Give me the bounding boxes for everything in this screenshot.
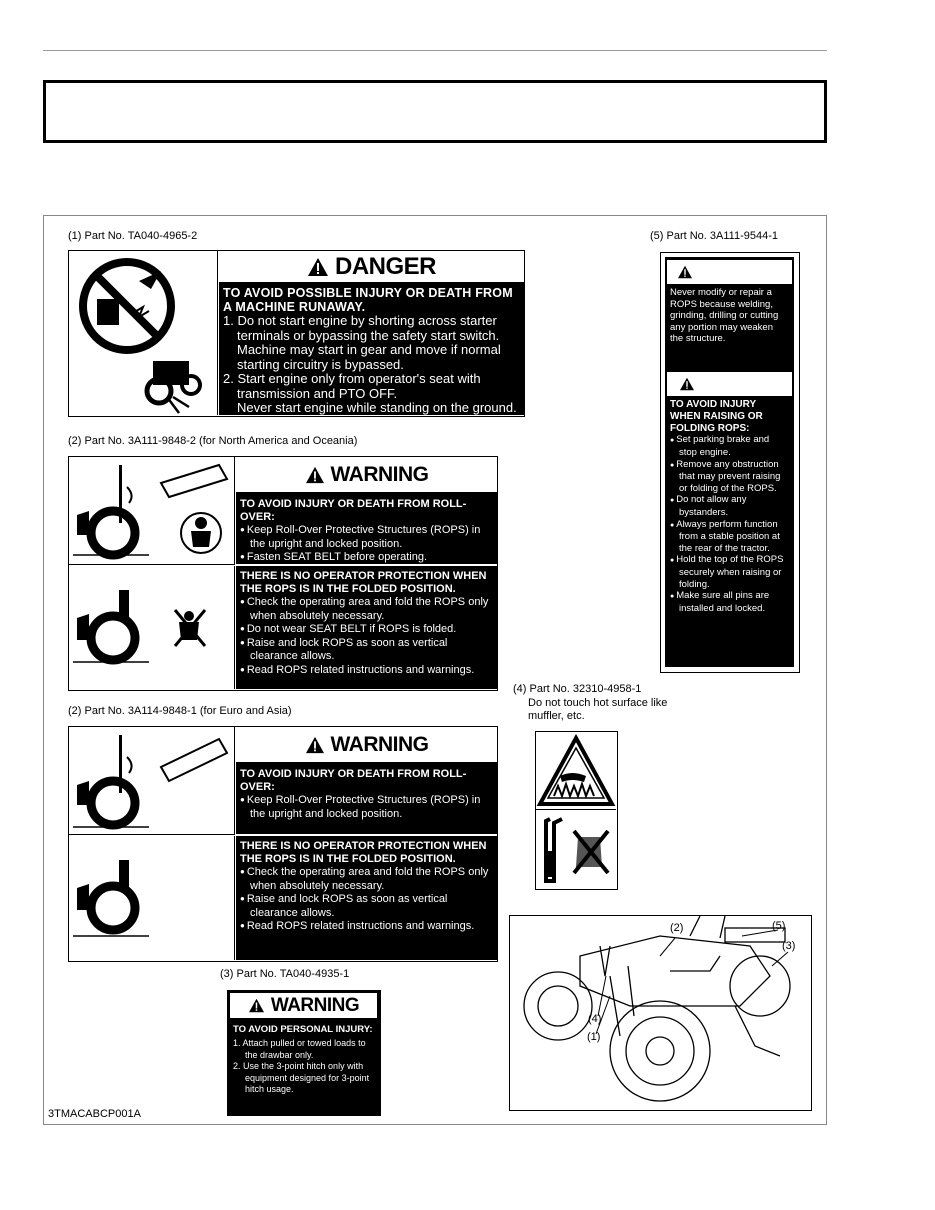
label2a-heading2: THERE IS NO OPERATOR PROTECTION WHEN THE ROPS IS IN THE FOLDED POSITION. (240, 570, 487, 595)
label1-item-2: 2. Start engine only from operator's seat with transmission and PTO OFF. (223, 371, 481, 401)
alert-triangle-icon (677, 265, 693, 279)
label1-heading: TO AVOID POSSIBLE INJURY OR DEATH FROM A MACHINE RUNAWAY. (223, 286, 513, 314)
label2b-bullet-1: ● Keep Roll-Over Protective Structures (ROPS) in the upright and locked position. (240, 794, 493, 821)
label5-bullet-1: ● Set parking brake and stop engine. (670, 434, 788, 458)
label1-note: Never start engine while standing on the ground. (237, 400, 517, 415)
label2b-signal-text: WARNING (330, 732, 429, 756)
label2a-signal-text: WARNING (330, 462, 429, 486)
alert-triangle-icon (307, 257, 329, 277)
label1-item-1: 1. Do not start engine by shorting across starter terminals or bypassing the safety start switch. Machine may start in gear and move if normal starting circuitry is bypassed. (223, 313, 501, 372)
label2b-lower-panel (236, 836, 497, 960)
label2b-caption: (2) Part No. 3A114-9848-1 (for Euro and Asia) (68, 705, 292, 717)
label1-signal-text: DANGER (334, 252, 436, 280)
callout-3: (3) (782, 940, 796, 952)
label2a-bullet2-3: ● Raise and lock ROPS as soon as vertical clearance allows. (240, 637, 493, 664)
label4-subcaption: Do not touch hot surface like muffler, etc. (528, 697, 668, 722)
label5-text1: Never modify or repair a ROPS because welding, grinding, drilling or cutting any portion may weaken the structure. (670, 287, 779, 345)
alert-triangle-icon (248, 998, 265, 1013)
label2b-warning-decal (68, 726, 498, 962)
top-rule (43, 50, 827, 51)
alert-triangle-icon (679, 377, 695, 391)
label5-heading2: TO AVOID INJURY WHEN RAISING OR FOLDING ROPS: (670, 399, 763, 434)
label2a-bullet2-4: ● Read ROPS related instructions and warnings. (240, 664, 493, 678)
label1-message-panel (219, 283, 524, 415)
label5-caption: (5) Part No. 3A111-9544-1 (650, 230, 778, 242)
label3-message-panel (230, 1021, 377, 1113)
label5-signal1-text: WARNING (698, 261, 783, 282)
label5-bullet-6: ● Make sure all pins are installed and locked. (670, 590, 788, 614)
label1-signal-word (219, 251, 524, 283)
tractor-drawing (510, 916, 811, 1110)
label2b-heading2: THERE IS NO OPERATOR PROTECTION WHEN THE ROPS IS IN THE FOLDED POSITION. (240, 840, 487, 865)
alert-triangle-icon (305, 736, 325, 754)
callout-5: (5) (772, 920, 786, 932)
alert-triangle-icon (305, 466, 325, 484)
label3-warning-decal (227, 990, 381, 1116)
label3-signal-word (230, 993, 377, 1019)
label3-caption: (3) Part No. TA040-4935-1 (220, 968, 350, 980)
label4-hot-surface-decal (535, 731, 618, 890)
label5-inner-panel (665, 257, 794, 667)
label2a-bullet2-2: ● Do not wear SEAT BELT if ROPS is folded. (240, 623, 493, 637)
label5-signal2-text: CAUTION (701, 373, 780, 394)
label2a-warning-decal (68, 456, 498, 691)
label5-caution-body (670, 399, 788, 614)
label3-heading: TO AVOID PERSONAL INJURY: (233, 1024, 373, 1035)
label4-caption: (4) Part No. 32310-4958-1 (513, 683, 642, 695)
label2a-bullet-1: ● Keep Roll-Over Protective Structures (ROPS) in the upright and locked position. (240, 524, 493, 551)
label1-caption: (1) Part No. TA040-4965-2 (68, 230, 198, 242)
tractor-location-illustration (509, 915, 812, 1111)
label2a-lower-panel (236, 566, 497, 689)
label5-bullet-2: ● Remove any obstruction that may prevent raising or folding of the ROPS. (670, 459, 788, 495)
label2b-upper-panel (236, 763, 497, 835)
label2a-bullet-2: ● Fasten SEAT BELT before operating. (240, 551, 493, 565)
callout-1: (1) (587, 1031, 601, 1043)
label5-signal-word-1 (667, 260, 792, 284)
label3-item-2: 2. Use the 3-point hitch only with equipment designed for 3-point hitch usage. (233, 1061, 370, 1094)
label2b-heading: TO AVOID INJURY OR DEATH FROM ROLL-OVER: (240, 768, 467, 793)
callout-2: (2) (670, 922, 684, 934)
label5-bullet-4: ● Always perform function from a stable position at the rear of the tractor. (670, 519, 788, 555)
no-bypass-start-pictogram (69, 251, 218, 415)
label3-signal-text: WARNING (270, 994, 360, 1016)
label5-bullet-5: ● Hold the top of the ROPS securely when raising or folding. (670, 554, 788, 590)
label1-danger-decal (68, 250, 525, 417)
label2b-bullet2-1: ● Check the operating area and fold the ROPS only when absolutely necessary. (240, 866, 493, 893)
label2a-signal-word (236, 457, 497, 493)
header-box (43, 80, 827, 143)
rops-folded-pictogram (69, 566, 235, 689)
muffler-no-touch-icon (536, 811, 616, 888)
label2a-upper-panel (236, 493, 497, 565)
hot-surface-triangle-icon (536, 732, 616, 810)
rops-upright-pictogram (69, 457, 235, 565)
rops-upright-pictogram (69, 727, 235, 835)
callout-4: (4) (588, 1013, 602, 1025)
label2b-signal-word (236, 727, 497, 763)
label5-rops-decal (660, 252, 800, 673)
rops-folded-pictogram (69, 836, 235, 960)
label2a-bullet2-1: ● Check the operating area and fold the ROPS only when absolutely necessary. (240, 596, 493, 623)
figure-code: 3TMACABCP001A (48, 1108, 141, 1120)
label2b-bullet2-2: ● Raise and lock ROPS as soon as vertical clearance allows. (240, 893, 493, 920)
label2b-bullet2-3: ● Read ROPS related instructions and warnings. (240, 920, 493, 934)
label5-signal-word-2 (667, 372, 792, 396)
label5-bullet-3: ● Do not allow any bystanders. (670, 494, 788, 518)
label2a-caption: (2) Part No. 3A111-9848-2 (for North America and Oceania) (68, 435, 358, 447)
label2a-heading: TO AVOID INJURY OR DEATH FROM ROLL-OVER: (240, 498, 467, 523)
label3-item-1: 1. Attach pulled or towed loads to the drawbar only. (233, 1038, 366, 1060)
